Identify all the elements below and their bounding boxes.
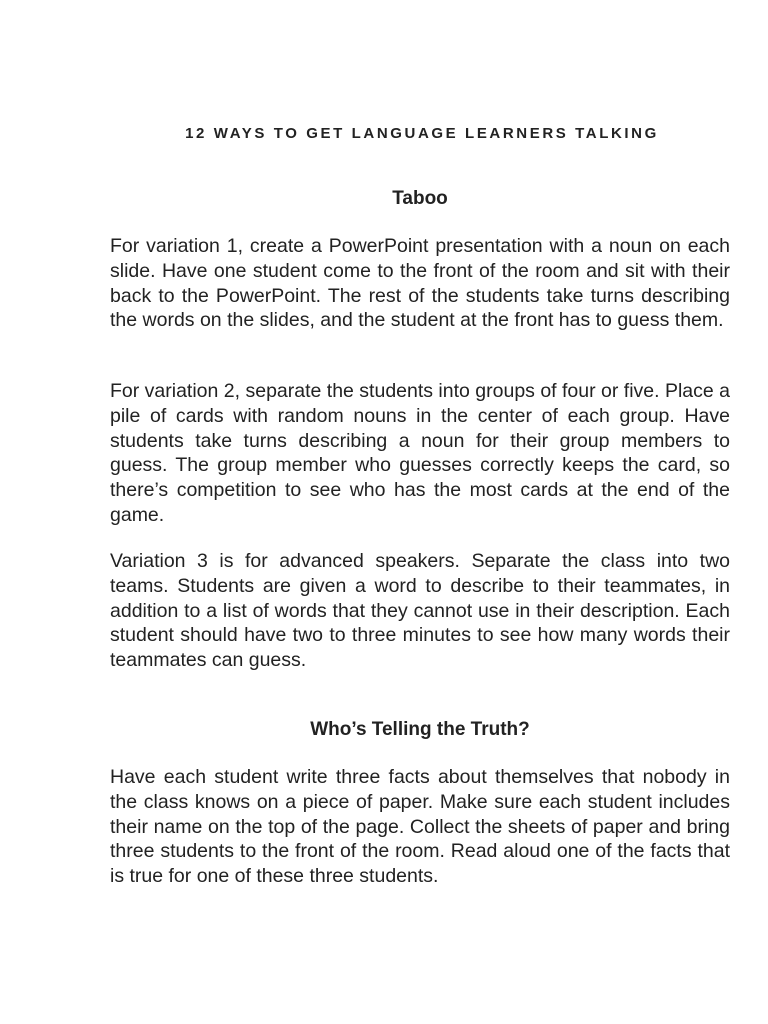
paragraph-taboo-variation-1: For variation 1, create a PowerPoint presentation with a noun on each slide. Have one student come to the front of the room and sit with their back to the PowerPoint. The rest of the students take turns describing the words on the slides, and the student at the front has to guess them.	[110, 235, 730, 332]
section-heading-taboo: Taboo	[392, 188, 448, 209]
paragraph-whos-telling-the-truth: Have each student write three facts about themselves that nobody in the class knows on a piece of paper. Make sure each student includes their name on the top of the page. Collect the sheets of paper and bring three students to the front of the room. Read aloud one of the facts that is true for one of these three students.	[110, 766, 730, 888]
paragraph-taboo-variation-3: Variation 3 is for advanced speakers. Separate the class into two teams. Students are given a word to describe to their teammates, in addition to a list of words that they cannot use in their description. Each student should have two to three minutes to see how many words their teammates can guess.	[110, 550, 730, 672]
document-title: 12 WAYS TO GET LANGUAGE LEARNERS TALKING	[185, 125, 659, 142]
paragraph-taboo-variation-2: For variation 2, separate the students into groups of four or five. Place a pile of cards with random nouns in the center of each group. Have students take turns describing a noun for their group members to guess. The group member who guesses correctly keeps the card, so there’s competition to see who has the most cards at the end of the game.	[110, 380, 731, 526]
section-heading-whos-telling-the-truth: Who’s Telling the Truth?	[310, 719, 530, 740]
